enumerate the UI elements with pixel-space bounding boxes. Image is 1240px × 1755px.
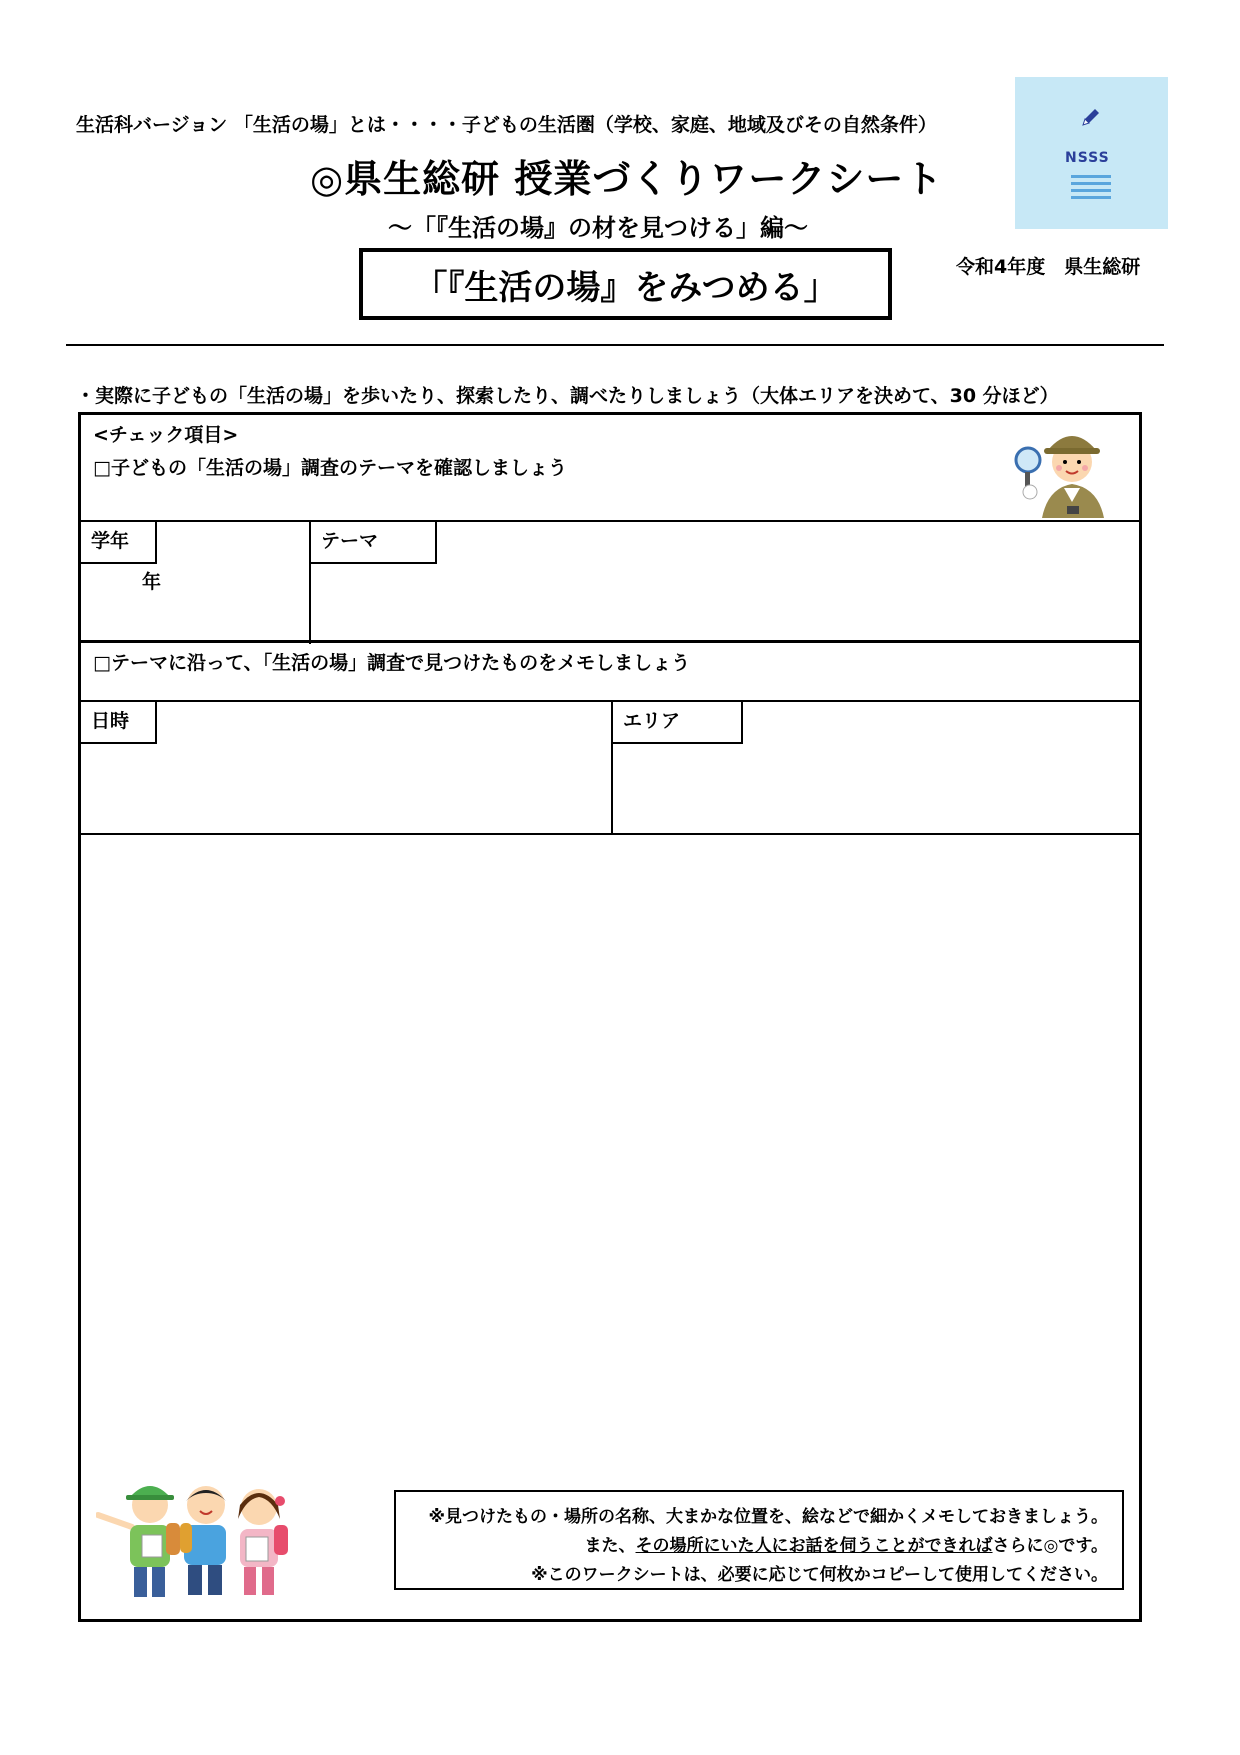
date-label	[81, 702, 157, 744]
logo-bar	[1071, 175, 1111, 178]
edition-subtitle: 〜「『生活の場』の材を見つける」編〜	[388, 214, 808, 242]
main-title: ◎県生総研 授業づくりワークシート	[310, 157, 944, 201]
header-divider	[66, 344, 1164, 346]
date-input-area[interactable]	[171, 710, 601, 828]
boxed-title	[359, 248, 892, 320]
grade-unit: 年	[142, 571, 162, 593]
nsss-logo	[1015, 77, 1168, 229]
year-author: 令和4年度 県生総研	[956, 256, 1141, 278]
divider	[81, 833, 1139, 835]
pencil-icon	[1079, 105, 1103, 129]
divider	[81, 640, 1139, 643]
kids-illustration	[96, 1475, 318, 1601]
theme-label-text: テーマ	[321, 530, 379, 552]
memo-area[interactable]	[91, 845, 1131, 1485]
theme-label	[309, 522, 437, 564]
check-heading: <チェック項目>	[93, 424, 239, 446]
logo-text: NSSS	[1065, 150, 1110, 166]
subtitle-line: 生活科バージョン 「生活の場」とは・・・・子どもの生活圏（学校、家庭、地域及びその自然条件）	[76, 114, 937, 136]
date-label-text: 日時	[91, 710, 130, 732]
grade-input-area[interactable]	[91, 595, 291, 635]
logo-bar	[1071, 196, 1111, 199]
boxed-title-text: 「『生活の場』をみつめる」	[413, 267, 838, 308]
area-input-area[interactable]	[753, 710, 1133, 828]
divider	[81, 700, 1139, 702]
note-line-2	[585, 1531, 1108, 1556]
note-line-2-underlined: その場所にいた人にお話を伺うことができれば	[635, 1536, 993, 1556]
note-line-2-suffix: さらに◎です。	[992, 1536, 1108, 1556]
worksheet-frame	[78, 412, 1142, 1622]
divider	[81, 520, 1139, 522]
area-label-text: エリア	[623, 710, 681, 732]
detective-illustration	[1012, 418, 1132, 518]
theme-input-area[interactable]	[321, 567, 1121, 637]
check-item-theme[interactable]: □子どもの「生活の場」調査のテーマを確認しましょう	[93, 457, 567, 479]
note-line-2-prefix: また、	[584, 1536, 636, 1556]
area-label	[611, 702, 743, 744]
logo-bar	[1071, 189, 1111, 192]
note-line-3: ※このワークシートは、必要に応じて何枚かコピーして使用してください。	[531, 1565, 1108, 1585]
note-line-1: ※見つけたもの・場所の名称、大まかな位置を、絵などで細かくメモしておきましょう。	[428, 1507, 1108, 1527]
notes-box	[394, 1490, 1124, 1590]
logo-bar	[1071, 182, 1111, 185]
check-item-memo[interactable]: □テーマに沿って、「生活の場」調査で見つけたものをメモしましょう	[93, 652, 691, 674]
instruction-text: ・実際に子どもの「生活の場」を歩いたり、探索したり、調べたりしましょう（大体エリアを決めて、30 分ほど）	[76, 385, 1059, 407]
grade-label-text: 学年	[91, 530, 130, 552]
grade-label	[81, 522, 157, 564]
